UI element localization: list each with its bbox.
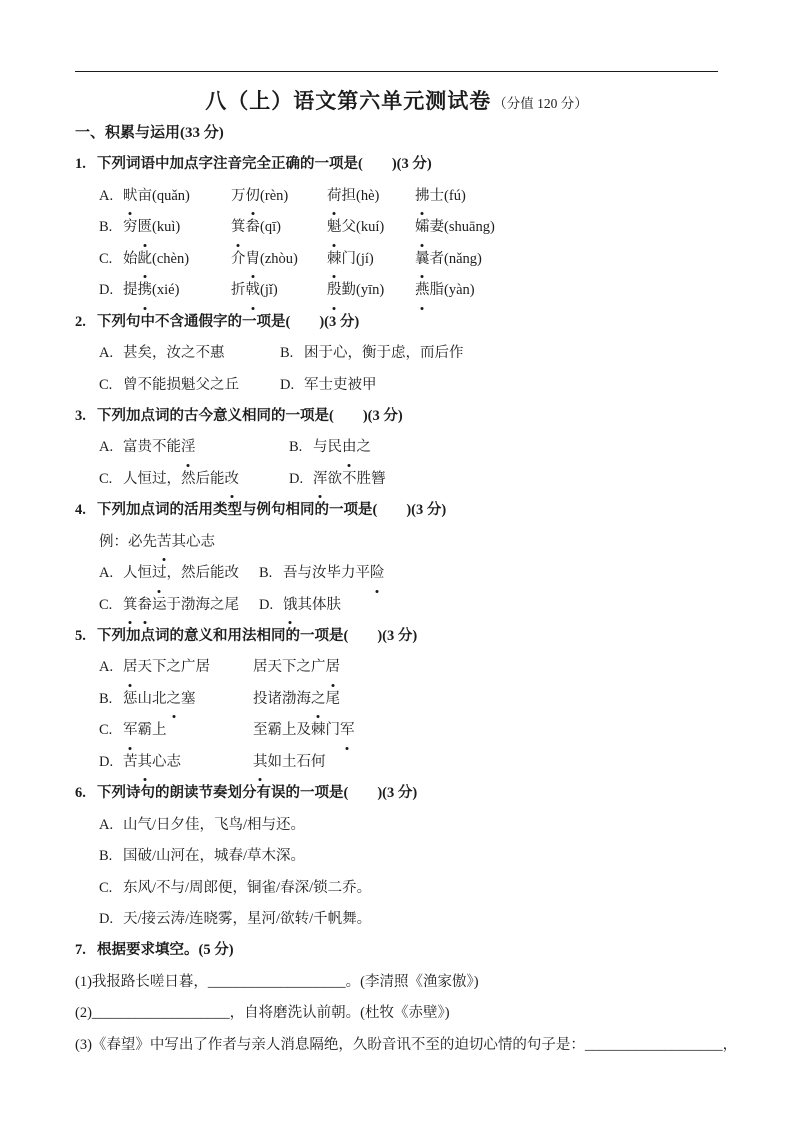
option-label: D. <box>259 596 274 613</box>
header-rule <box>75 71 718 72</box>
option-text: 困于心，衡于虑，而后作 <box>304 345 464 362</box>
question-3-number: 3. <box>75 407 86 424</box>
option-phrase: 居天下之广居 <box>123 652 253 683</box>
option-text: 与民由之 <box>313 432 371 463</box>
question-7-stem <box>75 935 718 966</box>
option-text: 甚矣，汝之不惠 <box>123 345 225 362</box>
q3-options-ab <box>75 432 718 463</box>
option-word: 穷匮(kuì) <box>123 212 231 243</box>
option-text: 国破/山河在，城春/草木深。 <box>123 848 306 865</box>
option-phrase: 投诸渤海之尾 <box>253 684 340 715</box>
question-7-number: 7. <box>75 942 86 959</box>
option-label: A. <box>99 345 114 362</box>
option-label: C. <box>99 722 113 739</box>
q7-blank-1: (1)我报路长嗟日暮，___________________。(李清照《渔家傲》) <box>75 973 479 990</box>
q2-options-ab <box>75 338 718 369</box>
option-word: 万仞(rèn) <box>231 181 327 212</box>
option-text: 富贵不能淫 <box>123 432 289 463</box>
option-label: D. <box>99 753 114 770</box>
option-label: C. <box>99 376 113 393</box>
option-word: 殷勤(yīn) <box>327 275 415 306</box>
option-word: 孀妻(shuāng) <box>415 212 495 243</box>
option-word: 提携(xié) <box>123 275 231 306</box>
q5-option-a <box>75 652 718 683</box>
q3-options-cd <box>75 464 718 495</box>
option-label: A. <box>99 565 114 582</box>
option-label: A. <box>99 816 114 833</box>
option-phrase: 惩山北之塞 <box>123 684 253 715</box>
paper-title: 八（上）语文第六单元测试卷 <box>205 89 492 113</box>
option-label: B. <box>99 219 113 236</box>
option-text: 吾与汝毕力平险 <box>283 558 385 589</box>
q5-option-d <box>75 747 718 778</box>
question-3-stem <box>75 401 718 432</box>
q7-blank-3: (3)《春望》中写出了作者与亲人消息隔绝，久盼音讯不至的迫切心情的句子是：___________________， <box>75 1036 738 1053</box>
example-sentence: 例：必先苦其心志 <box>99 527 215 558</box>
question-2-stem <box>75 307 718 338</box>
question-4-text: 下列加点词的活用类型与例句相同的一项是( )(3 分) <box>97 502 447 519</box>
option-label: D. <box>289 470 304 487</box>
q5-option-c <box>75 715 718 746</box>
question-4-stem <box>75 495 718 526</box>
option-phrase: 其如土石何 <box>253 747 326 778</box>
question-1-number: 1. <box>75 156 86 173</box>
option-text: 箕畚运于渤海之尾 <box>123 590 259 621</box>
option-phrase: 军霸上 <box>123 715 253 746</box>
question-6-number: 6. <box>75 785 86 802</box>
q6-option-c <box>75 873 718 904</box>
paper-score-note: （分值 120 分） <box>493 96 588 111</box>
option-label: C. <box>99 596 113 613</box>
question-5-text: 下列加点词的意义和用法相同的一项是( )(3 分) <box>97 628 418 644</box>
option-label: B. <box>99 848 113 865</box>
option-text: 浑欲不胜簪 <box>313 464 386 495</box>
option-label: D. <box>280 376 295 393</box>
paper-header <box>0 0 793 118</box>
q6-option-d <box>75 904 718 935</box>
option-word: 魁父(kuí) <box>327 212 415 243</box>
question-1-text: 下列词语中加点字注音完全正确的一项是( )(3 分) <box>97 156 432 173</box>
question-2-text: 下列句中不含通假字的一项是( )(3 分) <box>97 313 360 330</box>
option-label: A. <box>99 187 114 204</box>
option-text: 军士吏被甲 <box>304 376 377 393</box>
question-1-stem <box>75 149 718 180</box>
paper-body <box>0 118 793 1061</box>
q1-option-c <box>75 244 718 275</box>
question-7-text: 根据要求填空。(5 分) <box>97 942 234 959</box>
option-label: C. <box>99 250 113 267</box>
question-4-number: 4. <box>75 502 86 519</box>
q4-options-ab <box>75 558 718 589</box>
option-label: A. <box>99 439 114 456</box>
option-label: B. <box>259 565 273 582</box>
q5-option-b <box>75 684 718 715</box>
option-label: D. <box>99 910 114 927</box>
option-word: 箕畚(qī) <box>231 212 327 243</box>
option-text: 东风/不与/周郎便，铜雀/春深/锁二乔。 <box>123 879 372 896</box>
q1-option-b <box>75 212 718 243</box>
option-word: 始龀(chèn) <box>123 244 231 275</box>
q4-options-cd <box>75 590 718 621</box>
option-text: 曾不能损魁父之丘 <box>123 376 239 393</box>
option-word: 介胄(zhòu) <box>231 244 327 275</box>
option-text: 人恒过，然后能改 <box>123 558 259 589</box>
option-text: 饿其体肤 <box>283 590 341 621</box>
option-label: C. <box>99 470 113 487</box>
question-3-text: 下列加点词的古今意义相同的一项是( )(3 分) <box>97 407 403 424</box>
q1-option-d <box>75 275 718 306</box>
option-label: C. <box>99 879 113 896</box>
option-label: B. <box>280 345 294 362</box>
option-phrase: 苦其心志 <box>123 747 253 778</box>
q1-option-a <box>75 181 718 212</box>
option-word: 曩者(nǎng) <box>415 244 482 275</box>
option-word: 折戟(jǐ) <box>231 275 327 306</box>
question-2-number: 2. <box>75 313 86 330</box>
option-text: 天/接云涛/连晓雾，星河/欲转/千帆舞。 <box>123 910 372 927</box>
q6-option-a <box>75 810 718 841</box>
option-label: B. <box>289 439 303 456</box>
option-phrase: 至霸上及棘门军 <box>253 715 355 746</box>
option-word: 荷担(hè) <box>327 181 415 212</box>
question-5-number: 5. <box>75 628 86 644</box>
question-5-stem <box>75 621 718 652</box>
option-text: 山气/日夕佳，飞鸟/相与还。 <box>123 816 306 833</box>
option-label: A. <box>99 659 114 676</box>
q7-blank-2: (2)___________________，自将磨洗认前朝。(杜牧《赤壁》) <box>75 1005 450 1022</box>
q2-options-cd <box>75 370 718 401</box>
option-label: D. <box>99 282 114 299</box>
q4-example <box>75 527 718 558</box>
question-6-stem <box>75 778 718 809</box>
option-word: 燕脂(yàn) <box>415 275 475 306</box>
question-6-text: 下列诗句的朗读节奏划分有误的一项是( )(3 分) <box>97 785 418 802</box>
option-word: 畎亩(quǎn) <box>123 181 231 212</box>
option-word: 棘门(jí) <box>327 244 415 275</box>
option-label: B. <box>99 690 113 707</box>
option-phrase: 居天下之广居 <box>253 652 340 683</box>
section-heading: 一、积累与运用(33 分) <box>75 125 224 141</box>
option-text: 人恒过，然后能改 <box>123 464 289 495</box>
q6-option-b <box>75 841 718 872</box>
option-word: 拂士(fú) <box>415 181 466 212</box>
